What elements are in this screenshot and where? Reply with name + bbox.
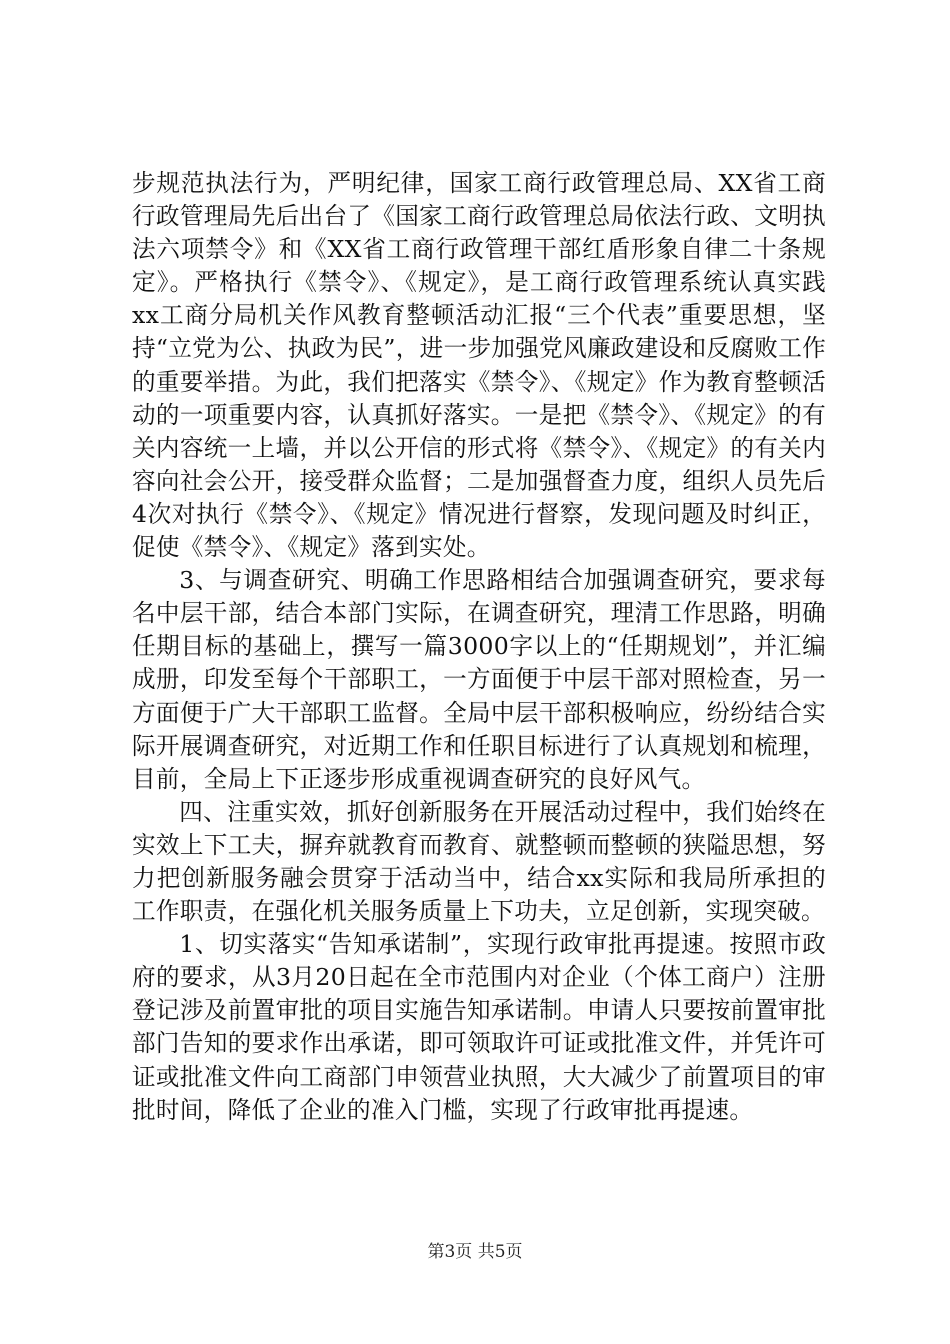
page-footer: 第3页 共5页 — [427, 1242, 523, 1262]
paragraph-continuation: 步规范执法行为，严明纪律，国家工商行政管理总局、XX省工商行政管理局先后出台了《国家工商行政管理总局依法行政、文明执法六项禁令》和《XX省工商行政管理干部红盾形象自律二十条规定》。严格执行《禁令》、《规定》，是工商行政管理系统认真实践xx工商分局机关作风教育整顿活动汇报“三个代表”重要思想，坚持“立党为公、执政为民”，进一步加强党风廉政建设和反腐败工作的重要举措。为此，我们把落实《禁令》、《规定》作为教育整顿活动的一项重要内容，认真抓好落实。一是把《禁令》、《规定》的有关内容统一上墙，并以公开信的形式将《禁令》、《规定》的有关内容向社会公开，接受群众监督；二是加强督查力度，组织人员先后4次对执行《禁令》、《规定》情况进行督察，发现问题及时纠正，促使《禁令》、《规定》落到实处。 — [132, 169, 826, 562]
paragraph-notification-commitment: 1、切实落实“告知承诺制”，实现行政审批再提速。按照市政府的要求，从3月20日起在全市范围内对企业（个体工商户）注册登记涉及前置审批的项目实施告知承诺制。申请人只要按前置审批部门告知的要求作出承诺，即可领取许可证或批准文件，并凭许可证或批准文件向工商部门申领营业执照，大大减少了前置项目的审批时间，降低了企业的准入门槛，实现了行政审批再提速。 — [132, 930, 826, 1124]
paragraph-research: 3、与调查研究、明确工作思路相结合加强调查研究，要求每名中层干部，结合本部门实际，在调查研究，理清工作思路，明确任期目标的基础上，撰写一篇3000字以上的“任期规划”，并汇编成册，印发至每个干部职工，一方面便于中层干部对照检查，另一方面便于广大干部职工监督。全局中层干部积极响应，纷纷结合实际开展调查研究，对近期工作和任职目标进行了认真规划和梳理，目前，全局上下正逐步形成重视调查研究的良好风气。 — [132, 566, 826, 793]
document-body — [132, 167, 826, 1127]
paragraph-innovation-service: 四、注重实效，抓好创新服务在开展活动过程中，我们始终在实效上下工夫，摒弃就教育而教育、就整顿而整顿的狭隘思想，努力把创新服务融会贯穿于活动当中，结合xx实际和我局所承担的工作职责，在强化机关服务质量上下功夫，立足创新，实现突破。 — [132, 797, 826, 926]
